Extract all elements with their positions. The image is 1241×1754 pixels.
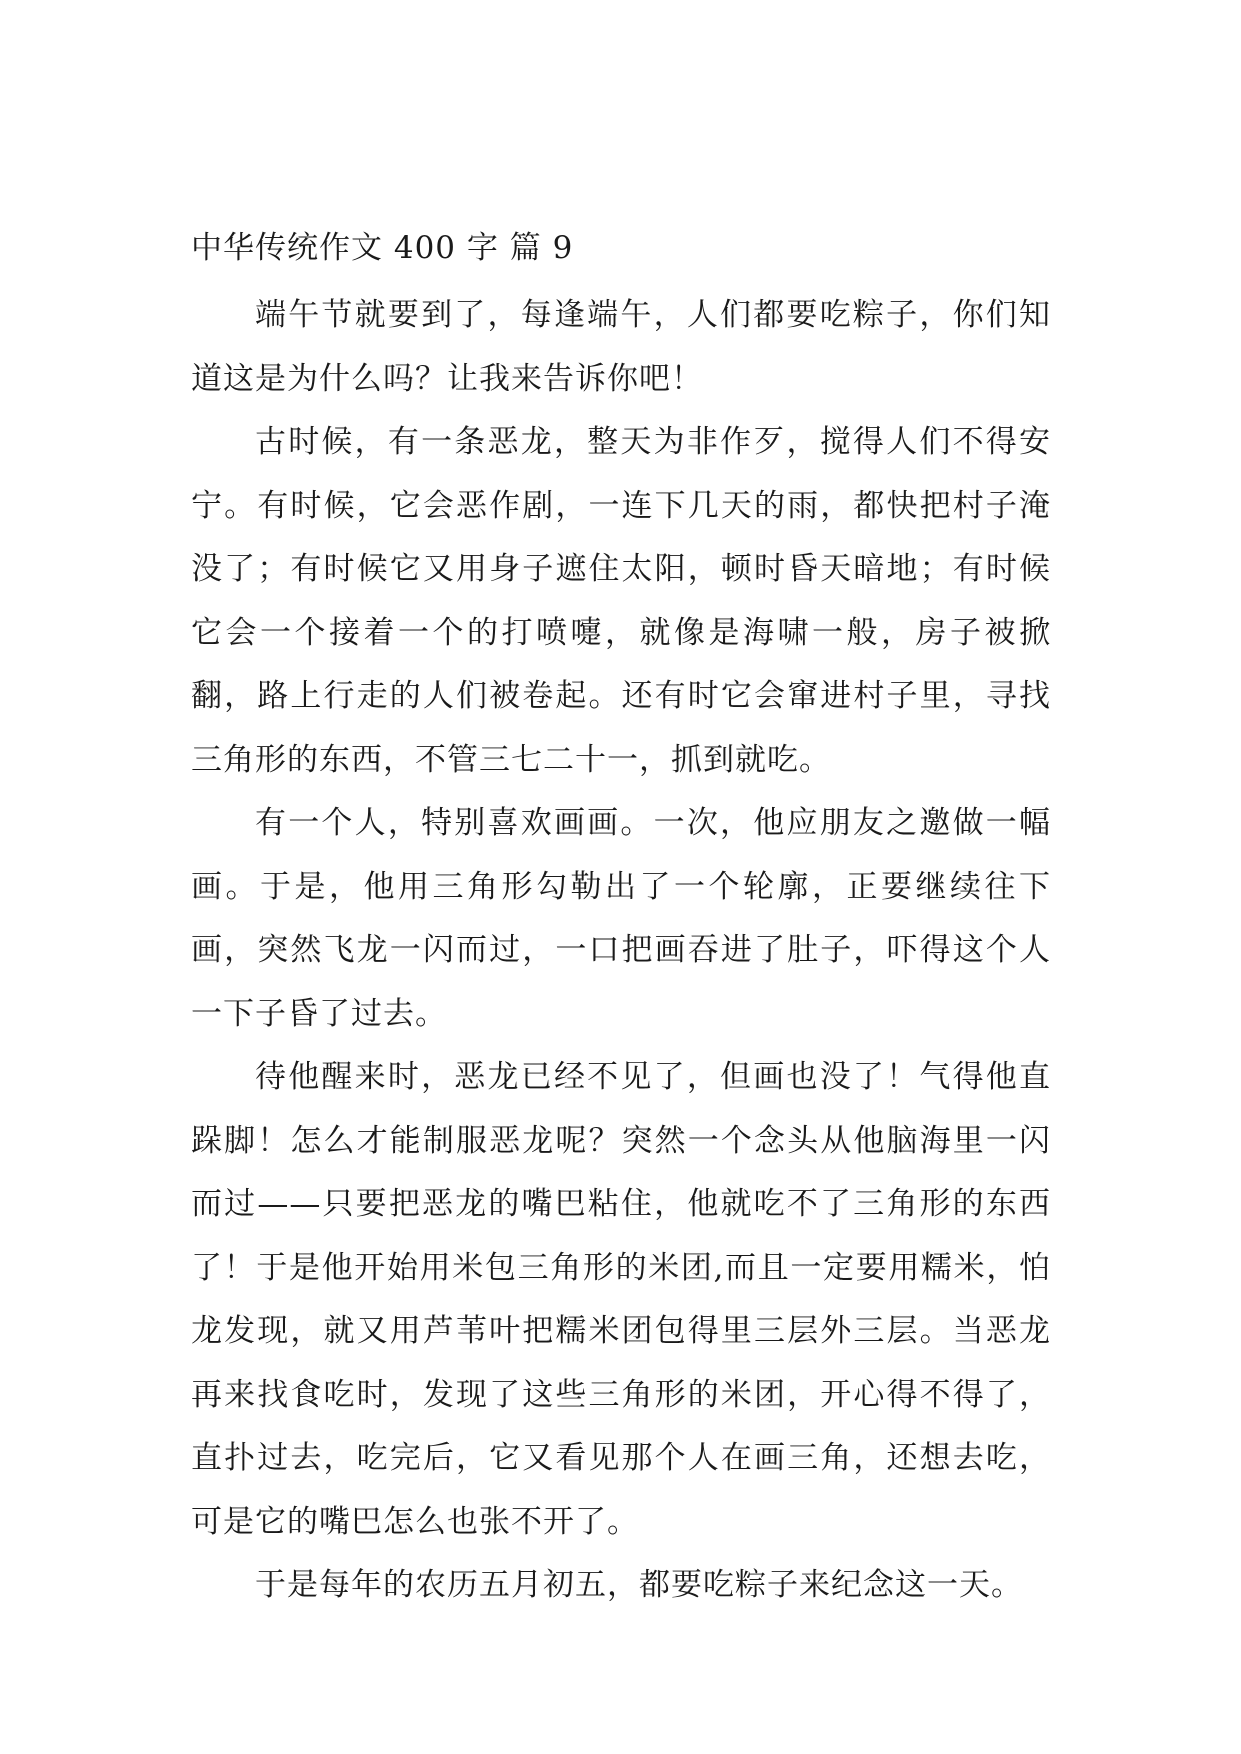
- paragraph-3: 有一个人，特别喜欢画画。一次，他应朋友之邀做一幅画。于是，他用三角形勾勒出了一个轮廓，正要继续往下画，突然飞龙一闪而过，一口把画吞进了肚子，吓得这个人一下子昏了过去。: [191, 805, 1051, 1032]
- document-body: [191, 220, 1051, 1618]
- document-title: 中华传统作文 400 字 篇 9: [191, 230, 574, 266]
- paragraph-1: 端午节就要到了，每逢端午，人们都要吃粽子，你们知道这是为什么吗？让我来告诉你吧！: [191, 297, 1051, 397]
- paragraph-4: 待他醒来时，恶龙已经不见了，但画也没了！气得他直跺脚！怎么才能制服恶龙呢？突然一个念头从他脑海里一闪而过——只要把恶龙的嘴巴粘住，他就吃不了三角形的东西了！于是他开始用米包三角形的米团,而且一定要用糯米，怕龙发现，就又用芦苇叶把糯米团包得里三层外三层。当恶龙再来找食吃时，发现了这些三角形的米团，开心得不得了，直扑过去，吃完后，它又看见那个人在画三角，还想去吃，可是它的嘴巴怎么也张不开了。: [191, 1059, 1051, 1540]
- paragraph-5: 于是每年的农历五月初五，都要吃粽子来纪念这一天。: [255, 1567, 1023, 1603]
- paragraph-2: 古时候，有一条恶龙，整天为非作歹，搅得人们不得安宁。有时候，它会恶作剧，一连下几天的雨，都快把村子淹没了；有时候它又用身子遮住太阳，顿时昏天暗地；有时候它会一个接着一个的打喷嚏，就像是海啸一般，房子被掀翻，路上行走的人们被卷起。还有时它会窜进村子里，寻找三角形的东西，不管三七二十一，抓到就吃。: [191, 424, 1051, 778]
